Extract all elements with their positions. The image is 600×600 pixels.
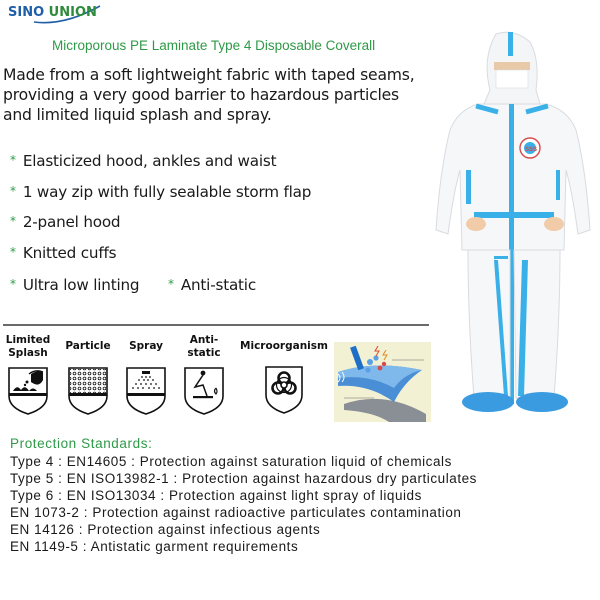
coverall-product-image [418,20,596,415]
standard-item: EN 1073-2 : Protection against radioactive particulates contamination [10,505,462,520]
protection-particle [60,334,116,416]
description-line: Made from a soft lightweight fabric with taped seams, [3,66,415,84]
protection-anti-static [178,334,230,416]
product-title: Microporous PE Laminate Type 4 Disposable Coverall [52,38,376,53]
bullet-star-icon: * [168,277,174,291]
description-line: and limited liquid splash and spray. [3,106,272,124]
brand-name-part1: SINO [8,5,45,20]
icon-label: Microorganism [240,340,328,352]
fabric-layers-illustration [334,342,431,422]
standard-item: EN 14126 : Protection against infectious agents [10,522,321,537]
brand-logo [4,2,99,24]
bullet-star-icon: * [10,184,16,198]
particle-icon [67,366,109,416]
bullet-star-icon: * [10,153,16,167]
feature-label: Anti-static [180,276,256,294]
standard-item: EN 1149-5 : Antistatic garment requirements [10,539,299,554]
brand-name-part2: UNION [48,5,97,20]
anti-static-icon [183,366,225,416]
description-line: providing a very good barrier to hazardous particles [3,86,399,104]
icon-label: Limited [5,334,51,346]
icon-label: static [187,347,221,359]
feature-item [10,152,276,170]
feature-label: 2-panel hood [22,213,121,231]
limited-splash-icon [7,366,49,416]
section-divider [3,324,429,326]
feature-item [10,244,116,262]
icon-label: Particle [65,340,111,352]
protection-limited-splash [2,334,54,416]
feature-label: Ultra low linting [22,276,140,294]
svg-text:SSS: SSS [525,147,538,153]
standard-item: Type 5 : EN ISO13982-1 : Protection against hazardous dry particulates [10,471,477,486]
feature-item [10,183,311,201]
icon-label: Splash [8,347,48,359]
standards-title: Protection Standards: [10,436,153,451]
spray-icon [125,366,167,416]
standard-item: Type 6 : EN ISO13034 : Protection against light spray of liquids [10,488,422,503]
feature-label: Elasticized hood, ankles and waist [22,152,277,170]
icon-label: Anti- [189,334,219,346]
feature-item [168,276,256,294]
feature-item [10,213,120,231]
protection-spray [122,334,170,416]
brand-name [8,5,97,20]
bullet-star-icon: * [10,245,16,259]
icon-label: Spray [129,340,163,352]
feature-label: 1 way zip with fully sealable storm flap [22,183,312,201]
standards-list [10,453,477,555]
feature-label: Knitted cuffs [22,244,117,262]
bullet-star-icon: * [10,214,16,228]
standard-item: Type 4 : EN14605 : Protection against saturation liquid of chemicals [10,454,452,469]
protection-microorganism [236,334,332,415]
microporous-fabric-diagram [334,342,431,422]
feature-item [10,276,139,294]
bullet-star-icon: * [10,277,16,291]
biohazard-icon [264,365,304,415]
product-description [3,65,423,125]
